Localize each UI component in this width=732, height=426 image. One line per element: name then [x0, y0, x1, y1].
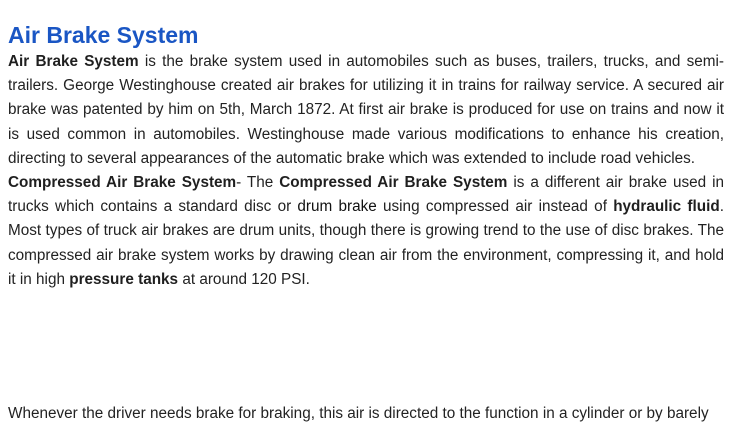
compressed-paragraph	[8, 171, 724, 292]
compressed-text-1: - The	[236, 174, 280, 192]
term-compressed-air-brake-system-2: Compressed Air Brake System	[279, 174, 508, 192]
term-compressed-air-brake-system: Compressed Air Brake System	[8, 174, 237, 192]
term-pressure-tanks: pressure tanks	[69, 270, 179, 288]
compressed-text-2: is a different air brake used in trucks which contains a standard disc or	[8, 174, 724, 216]
intro-paragraph	[8, 50, 724, 171]
partial-paragraph: Whenever the driver needs brake for braking, this air is directed to the function in a cylinder or by barely	[8, 405, 709, 422]
intro-text: is the brake system used in automobiles such as buses, trailers, trucks, and semi-trailers. George Westinghouse created air brakes for utilizing it in trains for railway service. A secured air brake was patented by him on 5th, March 1872. At first air brake is produced for use on trains and now it is used common in automobiles. Westinghouse made various modifications to enhance his creation, directing to several appearances of the automatic brake which was extended to include road vehicles.	[8, 53, 724, 167]
page-title: Air Brake System	[8, 22, 199, 48]
drum-brake-link[interactable]: drum brake	[297, 198, 377, 216]
compressed-text-5: at around 120 PSI.	[178, 270, 310, 288]
term-air-brake-system: Air Brake System	[8, 53, 139, 70]
compressed-text-4: . Most types of truck air brakes are drum units, though there is growing trend to the use of disc brakes. The compressed air brake system works by drawing clean air from the environment, compressing it, and hold it in high	[8, 198, 724, 288]
term-hydraulic-fluid: hydraulic fluid	[613, 198, 720, 216]
compressed-text-3: using compressed air instead of	[376, 198, 614, 216]
